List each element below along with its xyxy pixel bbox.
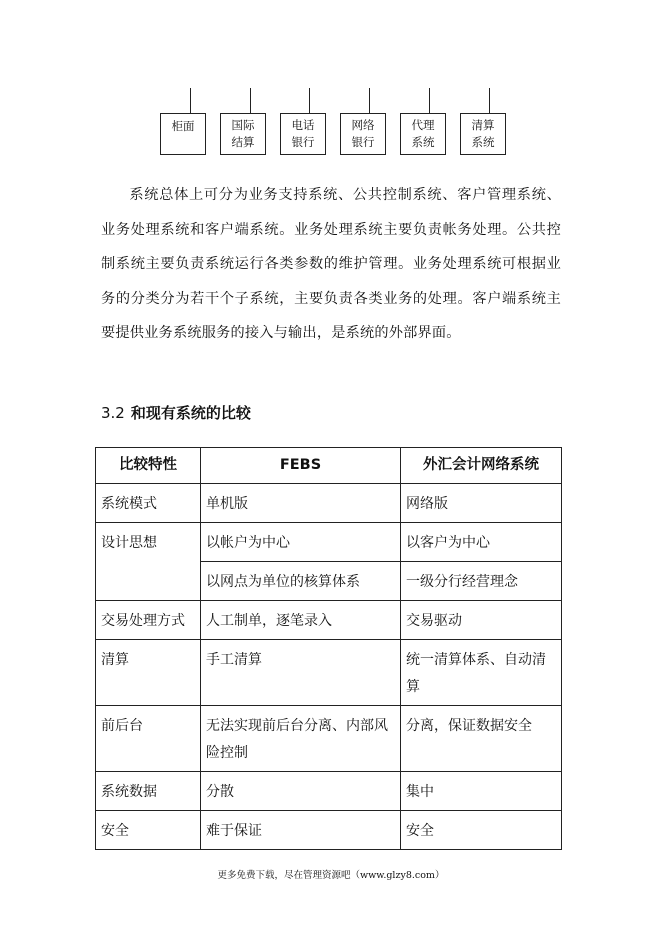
column-header: 外汇会计网络系统 [401, 448, 562, 484]
table-row [96, 772, 562, 811]
connector-line [309, 88, 310, 113]
table-cell: 一级分行经营理念 [401, 562, 562, 601]
box-label: 代理 [411, 118, 435, 132]
table-cell: 设计思想 [96, 523, 201, 562]
diagram-box-online-banking [340, 113, 386, 155]
box-label: 银行 [291, 135, 315, 149]
system-diagram [0, 0, 662, 170]
diagram-box-clearing-system [460, 113, 506, 155]
table-cell: 难于保证 [201, 811, 401, 850]
box-label: 柜面 [171, 119, 195, 133]
table-row [96, 523, 562, 562]
connector-line [369, 88, 370, 113]
table-cell: 单机版 [201, 484, 401, 523]
diagram-box-counter [160, 113, 206, 155]
table-row [96, 811, 562, 850]
table-cell: 网络版 [401, 484, 562, 523]
table-cell [96, 562, 201, 601]
table-row [96, 601, 562, 640]
table-row [96, 706, 562, 772]
table-cell: 无法实现前后台分离、内部风险控制 [201, 706, 401, 772]
diagram-box-phone-banking [280, 113, 326, 155]
table-cell: 清算 [96, 640, 201, 706]
box-label: 国际 [231, 118, 255, 132]
table-cell: 以帐户为中心 [201, 523, 401, 562]
table-cell: 交易处理方式 [96, 601, 201, 640]
box-label: 银行 [351, 135, 375, 149]
table-cell: 安全 [401, 811, 562, 850]
table-cell: 以客户为中心 [401, 523, 562, 562]
table-cell: 安全 [96, 811, 201, 850]
page-footer: 更多免费下载，尽在管理资源吧（www.glzy8.com） [217, 870, 445, 881]
section-number: 3.2 [101, 404, 125, 422]
table-cell: 系统模式 [96, 484, 201, 523]
table-cell: 前后台 [96, 706, 201, 772]
table-cell: 系统数据 [96, 772, 201, 811]
table-header-row [96, 448, 562, 484]
connector-line [429, 88, 430, 113]
comparison-table [95, 447, 562, 850]
section-heading [101, 402, 251, 423]
table-row [96, 562, 562, 601]
body-paragraph: 系统总体上可分为业务支持系统、公共控制系统、客户管理系统、业务处理系统和客户端系统。业务处理系统主要负责帐务处理。公共控制系统主要负责系统运行各类参数的维护管理。业务处理系统可根据业务的分类分为若干个子系统，主要负责各类业务的处理。客户端系统主要提供业务系统服务的接入与输出，是系统的外部界面。 [101, 187, 561, 342]
column-header: FEBS [201, 448, 401, 484]
table-cell: 以网点为单位的核算体系 [201, 562, 401, 601]
table-cell: 统一清算体系、自动清算 [401, 640, 562, 706]
table-cell: 分离，保证数据安全 [401, 706, 562, 772]
box-label: 结算 [231, 135, 255, 149]
box-label: 清算 [471, 118, 495, 132]
connector-line [489, 88, 490, 113]
column-header: 比较特性 [96, 448, 201, 484]
box-label: 系统 [471, 135, 495, 149]
table-row [96, 484, 562, 523]
connector-line [190, 88, 191, 113]
table-cell: 分散 [201, 772, 401, 811]
table-cell: 集中 [401, 772, 562, 811]
table-cell: 手工清算 [201, 640, 401, 706]
box-label: 网络 [351, 118, 375, 132]
diagram-box-agency-system [400, 113, 446, 155]
table-cell: 交易驱动 [401, 601, 562, 640]
box-label: 系统 [411, 135, 435, 149]
table-row [96, 640, 562, 706]
box-label: 电话 [291, 118, 315, 132]
diagram-box-intl-settlement [220, 113, 266, 155]
section-title-text: 和现有系统的比较 [130, 404, 251, 422]
connector-line [250, 88, 251, 113]
table-cell: 人工制单，逐笔录入 [201, 601, 401, 640]
